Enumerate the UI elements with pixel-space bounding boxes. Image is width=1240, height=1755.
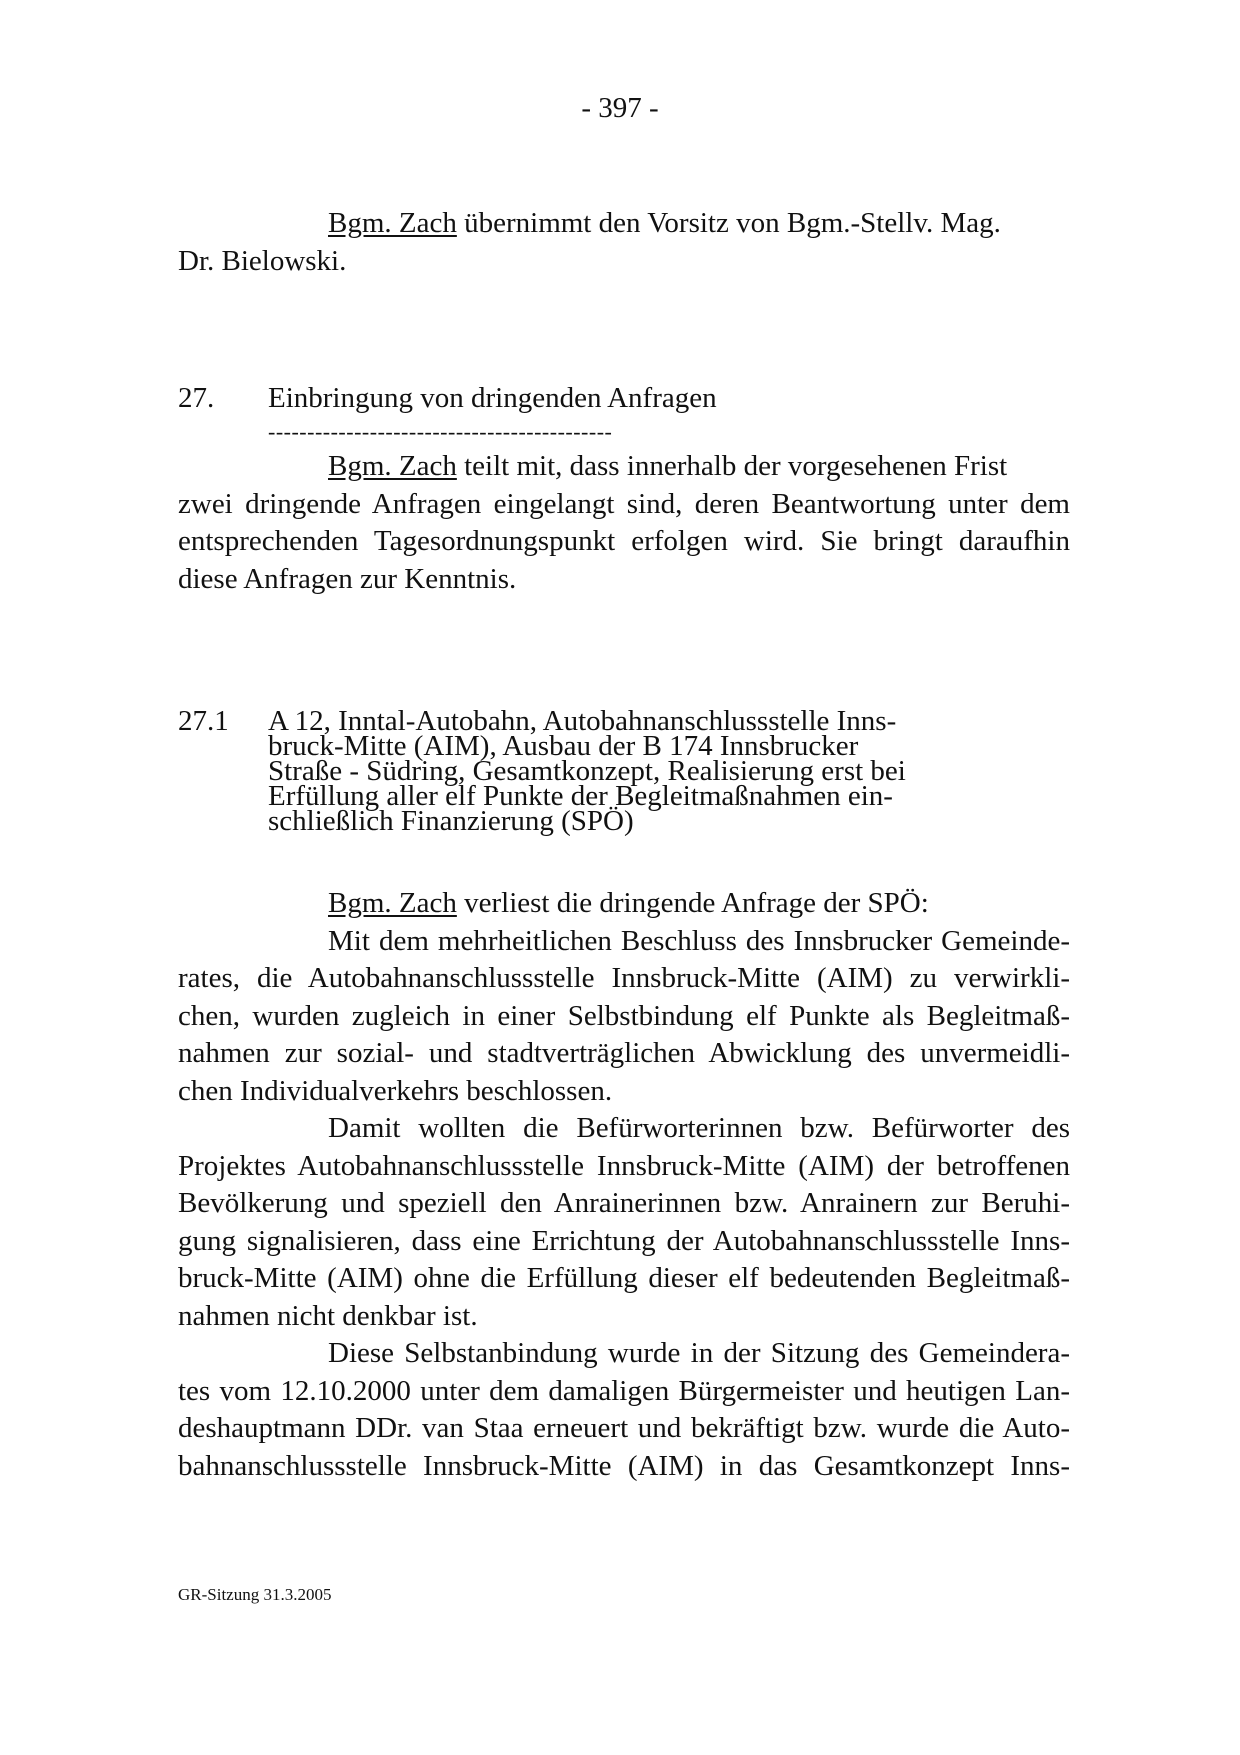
section27-paragraph xyxy=(178,448,1070,598)
paragraph-line: Projektes Autobahnanschlussstelle Innsbruck-Mitte (AIM) der betroffenen xyxy=(178,1149,1070,1182)
intro-text-1: übernimmt den Vorsitz von Bgm.-Stellv. Mag. xyxy=(464,207,1001,239)
paragraph-text: teilt mit, dass innerhalb der vorgesehenen Frist xyxy=(464,450,1008,482)
subsection-title-line: Erfüllung aller elf Punkte der Begleitmaßnahmen ein- xyxy=(268,780,893,812)
paragraph-line: nahmen nicht denkbar ist. xyxy=(178,1299,478,1332)
page-number: - 397 - xyxy=(581,92,659,124)
subsection-number: 27.1 xyxy=(178,705,229,737)
paragraph-line: bahnanschlussstelle Innsbruck-Mitte (AIM) in das Gesamtkonzept Inns- xyxy=(178,1449,1070,1482)
subsection-body xyxy=(178,885,1070,1485)
paragraph-line: Damit wollten die Befürworterinnen bzw. Befürworter des xyxy=(328,1112,1070,1144)
footer-text: GR-Sitzung 31.3.2005 xyxy=(178,1585,332,1604)
paragraph-line: gung signalisieren, dass eine Errichtung der Autobahnanschlussstelle Inns- xyxy=(178,1224,1070,1257)
paragraph-line: zwei dringende Anfragen eingelangt sind, deren Beantwortung unter dem xyxy=(178,487,1070,520)
paragraph-line: chen Individualverkehrs beschlossen. xyxy=(178,1074,613,1107)
paragraph-line: nahmen zur sozial- und stadtverträglichen Abwicklung des unvermeidli- xyxy=(178,1037,1070,1069)
speaker-name: Bgm. Zach xyxy=(328,887,457,919)
section-divider: -------------------------------------------- xyxy=(268,419,613,444)
speaker-name: Bgm. Zach xyxy=(328,450,457,482)
paragraph-line xyxy=(178,448,1070,486)
speaker-name: Bgm. Zach xyxy=(328,207,457,239)
section-title: Einbringung von dringenden Anfragen xyxy=(268,382,717,414)
intro-line-1 xyxy=(178,205,1070,243)
paragraph-line: diese Anfragen zur Kenntnis. xyxy=(178,562,517,595)
paragraph-line: chen, wurden zugleich in einer Selbstbindung elf Punkte als Begleitmaß- xyxy=(178,999,1070,1032)
subsection-title-line: schließlich Finanzierung (SPÖ) xyxy=(268,805,634,837)
paragraph-line: tes vom 12.10.2000 unter dem damaligen Bürgermeister und heutigen Lan- xyxy=(178,1374,1070,1407)
subsection-title-line: Straße - Südring, Gesamtkonzept, Realisierung erst bei xyxy=(268,755,906,787)
intro-paragraph xyxy=(178,205,1070,280)
paragraph-line: Bevölkerung und speziell den Anrainerinnen bzw. Anrainern zur Beruhi- xyxy=(178,1187,1070,1219)
paragraph-line: Diese Selbstanbindung wurde in der Sitzung des Gemeindera- xyxy=(328,1337,1070,1369)
paragraph-line: rates, die Autobahnanschlussstelle Innsbruck-Mitte (AIM) zu verwirkli- xyxy=(178,962,1070,994)
paragraph-text: verliest die dringende Anfrage der SPÖ: xyxy=(464,887,929,919)
paragraph-line xyxy=(178,885,1070,923)
paragraph-line: Mit dem mehrheitlichen Beschluss des Innsbrucker Gemeinde- xyxy=(328,924,1070,957)
paragraph-line: entsprechenden Tagesordnungspunkt erfolgen wird. Sie bringt daraufhin xyxy=(178,525,1070,557)
paragraph-line: deshauptmann DDr. van Staa erneuert und bekräftigt bzw. wurde die Auto- xyxy=(178,1412,1070,1444)
paragraph-line: bruck-Mitte (AIM) ohne die Erfüllung dieser elf bedeutenden Begleitmaß- xyxy=(178,1262,1070,1294)
subsection-title xyxy=(268,705,928,837)
subsection-title-line: A 12, Inntal-Autobahn, Autobahnanschlussstelle Inns- xyxy=(268,705,897,737)
subsection-title-line: bruck-Mitte (AIM), Ausbau der B 174 Innsbrucker xyxy=(268,730,859,762)
section-number: 27. xyxy=(178,382,215,414)
intro-line-2: Dr. Bielowski. xyxy=(178,244,347,277)
